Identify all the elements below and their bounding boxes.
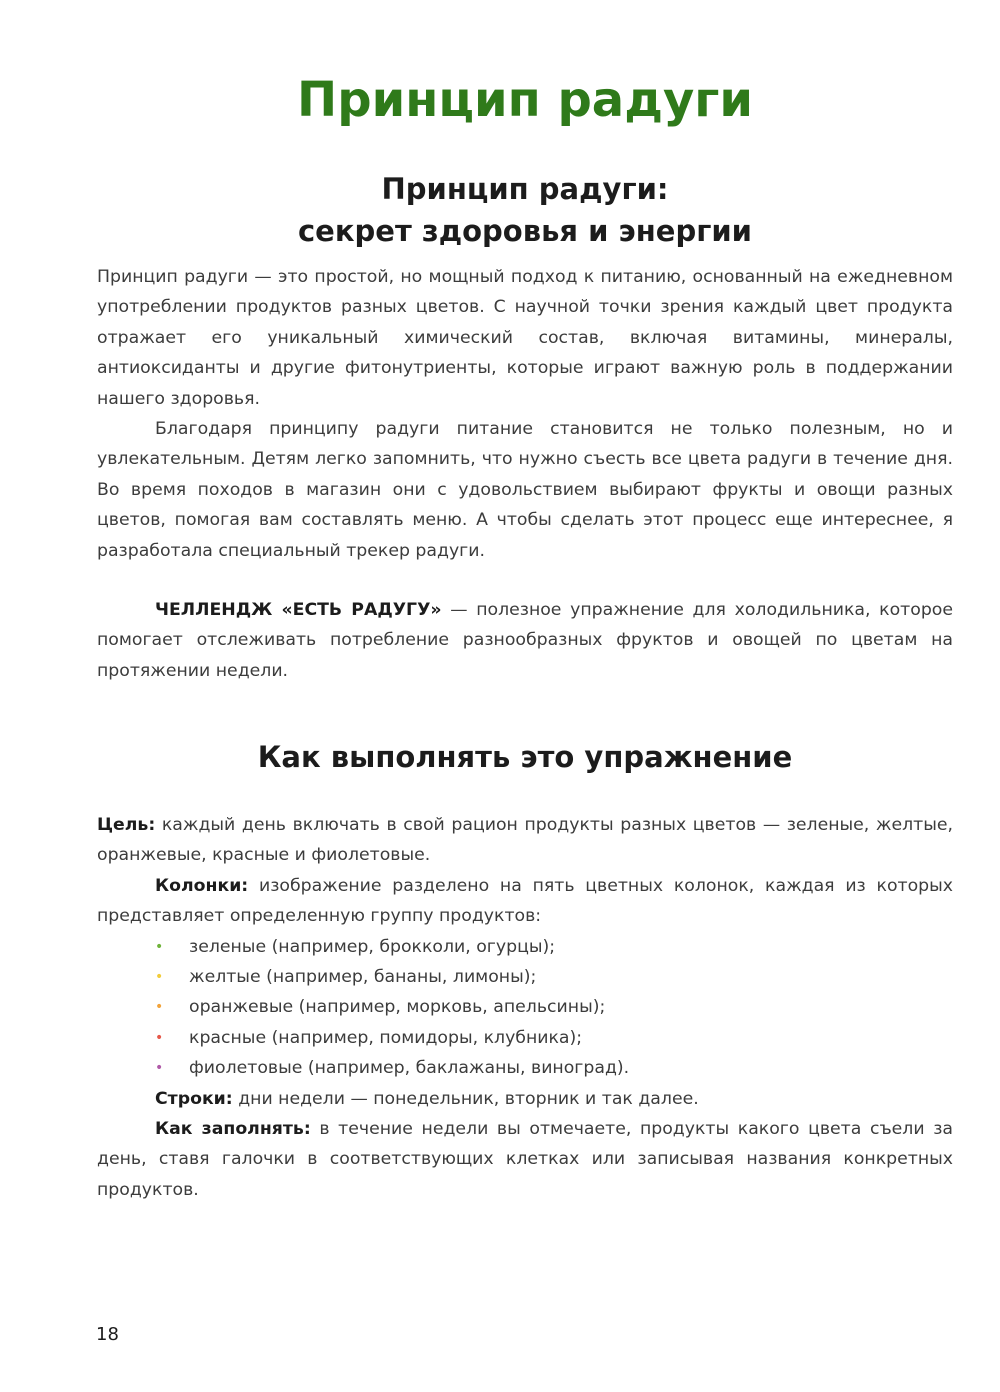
howto-text bbox=[97, 810, 953, 1205]
columns-label: Колонки: bbox=[155, 875, 249, 896]
goal-text: каждый день включать в свой рацион продукты разных цветов — зеленые, желтые, оранжевые, красные и фиолетовые. bbox=[97, 815, 953, 866]
rows-label: Строки: bbox=[155, 1088, 233, 1109]
fill-label: Как заполнять: bbox=[155, 1119, 311, 1140]
bullet-icon: • bbox=[155, 1060, 164, 1077]
fill-paragraph bbox=[97, 1114, 953, 1205]
chapter-title: Принцип радуги bbox=[297, 72, 753, 128]
columns-text: изображение разделено на пять цветных колонок, каждая из которых представляет определенную группу продуктов: bbox=[97, 875, 953, 927]
intro-text bbox=[97, 262, 953, 566]
list-item: • оранжевые (например, морковь, апельсины); bbox=[97, 992, 953, 1022]
list-item: • красные (например, помидоры, клубника); bbox=[97, 1023, 953, 1053]
section-subtitle bbox=[0, 168, 1000, 252]
bullet-icon: • bbox=[155, 999, 164, 1016]
list-item: • зеленые (например, брокколи, огурцы); bbox=[97, 932, 953, 962]
challenge-name: ЧЕЛЛЕНДЖ «ЕСТЬ РАДУГУ» bbox=[155, 600, 442, 620]
goal-label: Цель: bbox=[97, 815, 156, 835]
subtitle-line-1: Принцип радуги: bbox=[381, 172, 669, 206]
bullet-icon: • bbox=[155, 969, 164, 986]
rows-paragraph bbox=[97, 1084, 953, 1114]
bullet-icon: • bbox=[155, 1029, 164, 1046]
intro-paragraph-1: Принцип радуги — это простой, но мощный подход к питанию, основанный на ежедневном употреблении продуктов разных цветов. С научной точки зрения каждый цвет продукта отражает его уникальный химический состав, включая витамины, минералы, антиоксиданты и другие фитонутриенты, которые играют важную роль в поддержании нашего здоровья. bbox=[97, 267, 953, 409]
columns-paragraph bbox=[97, 871, 953, 932]
challenge-text: — полезное упражнение для холодильника, которое помогает отслеживать потребление разнообразных фруктов и овощей по цветам на протяжении недели. bbox=[97, 600, 953, 681]
intro-paragraph-2: Благодаря принципу радуги питание становится не только полезным, но и увлекательным. Детям легко запомнить, что нужно съесть все цвета радуги в течение дня. Во время походов в магазин они с удовольствием выбирают фрукты и овощи разных цветов, помогая вам составлять меню. А чтобы сделать этот процесс еще интереснее, я разработала специальный трекер радуги. bbox=[97, 419, 953, 561]
bullet-icon: • bbox=[155, 938, 164, 955]
howto-heading: Как выполнять это упражнение bbox=[257, 740, 793, 774]
color-list bbox=[97, 932, 953, 1084]
rows-text: дни недели — понедельник, вторник и так далее. bbox=[232, 1088, 699, 1109]
page-number: 18 bbox=[96, 1324, 119, 1345]
list-item: • фиолетовые (например, баклажаны, виноград). bbox=[97, 1053, 953, 1083]
list-item: • желтые (например, бананы, лимоны); bbox=[97, 962, 953, 992]
challenge-paragraph bbox=[97, 595, 953, 686]
subtitle-line-2: секрет здоровья и энергии bbox=[297, 214, 753, 248]
goal-paragraph bbox=[97, 810, 953, 871]
fill-text: в течение недели вы отмечаете, продукты какого цвета съели за день, ставя галочки в соответствующих клетках или записывая названия конкретных продуктов. bbox=[97, 1119, 953, 1200]
